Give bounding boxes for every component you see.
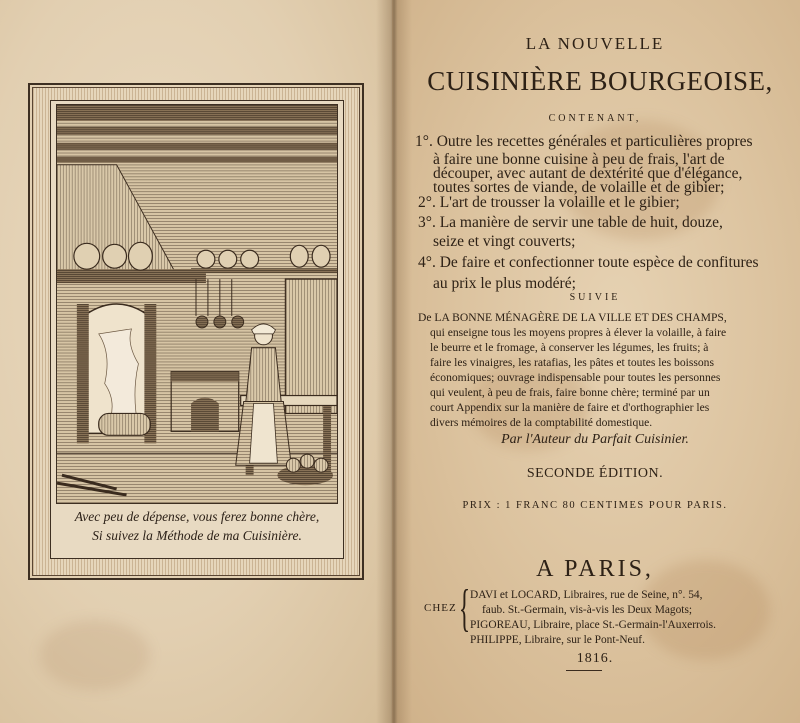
publisher-line: PHILIPPE, Libraire, sur le Pont-Neuf. bbox=[470, 634, 645, 646]
bonne-menagere-line: qui enseigne tous les moyens propres à élever la volaille, à faire bbox=[430, 326, 727, 339]
publisher-line: faub. St.-Germain, vis-à-vis les Deux Magots; bbox=[482, 604, 693, 616]
publisher-brace: { bbox=[458, 580, 471, 637]
city-line: A PARIS, bbox=[536, 556, 654, 582]
publisher-line: DAVI et LOCARD, Libraires, rue de Seine, n°. 54, bbox=[470, 589, 703, 601]
bonne-menagere-line: le beurre et le fromage, à conserver les légumes, les fruits; à bbox=[430, 341, 709, 354]
engraving-caption bbox=[56, 507, 338, 545]
bonne-menagere-line: économiques; ouvrage indispensable pour toutes les personnes bbox=[430, 371, 721, 384]
contents-item-line: 1°. Outre les recettes générales et particulières propres bbox=[415, 133, 753, 150]
contents-item-line: à faire une bonne cuisine à peu de frais, l'art de bbox=[433, 151, 725, 168]
edition-line: SECONDE ÉDITION. bbox=[526, 466, 664, 481]
caption-line-1: Avec peu de dépense, vous ferez bonne chère, bbox=[74, 509, 320, 524]
contents-item-line: découper, avec autant de dextérité que d'élégance, bbox=[433, 165, 743, 182]
suivie-label: SUIVIE bbox=[569, 292, 621, 303]
caption-line-2: Si suivez la Méthode de ma Cuisinière. bbox=[92, 528, 302, 543]
bonne-menagere-line: qui veulent, à peu de frais, faire bonne chère; terminé par un bbox=[430, 386, 710, 399]
kitchen-engraving bbox=[56, 104, 338, 504]
price-line: PRIX : 1 FRANC 80 CENTIMES POUR PARIS. bbox=[462, 500, 728, 511]
contents-item-line: toutes sortes de viande, de volaille et de gibier; bbox=[433, 179, 725, 196]
bonne-menagere-line: faire les vinaigres, les ratafias, les pâtes et toutes les boissons bbox=[430, 356, 714, 369]
bonne-menagere-line: court Appendix sur la manière de faire et d'orthographier les bbox=[430, 401, 710, 414]
book-gutter bbox=[376, 0, 412, 723]
contents-item-line: 4°. De faire et confectionner toute espèce de confitures bbox=[418, 254, 759, 271]
chez-label: CHEZ bbox=[424, 602, 457, 614]
contents-item-line: 3°. La manière de servir une table de huit, douze, bbox=[418, 214, 723, 231]
contents-item-line: seize et vingt couverts; bbox=[433, 233, 576, 250]
title-line-2: CUISINIÈRE BOURGEOISE, bbox=[427, 66, 773, 96]
publisher-line: PIGOREAU, Libraire, place St.-Germain-l'Auxerrois. bbox=[470, 619, 716, 631]
bonne-menagere-line: De LA BONNE MÉNAGÈRE DE LA VILLE ET DES CHAMPS, bbox=[418, 311, 727, 324]
contenant-label: CONTENANT, bbox=[548, 113, 642, 124]
contents-item-line: au prix le plus modéré; bbox=[433, 275, 576, 292]
year-underline bbox=[566, 670, 602, 671]
title-line-1: LA NOUVELLE bbox=[525, 34, 665, 53]
contents-item-line: 2°. L'art de trousser la volaille et le gibier; bbox=[418, 194, 680, 211]
author-line: Par l'Auteur du Parfait Cuisinier. bbox=[501, 432, 689, 447]
bonne-menagere-line: divers mémoires de la comptabilité domestique. bbox=[430, 416, 653, 429]
publication-year: 1816. bbox=[576, 651, 614, 666]
